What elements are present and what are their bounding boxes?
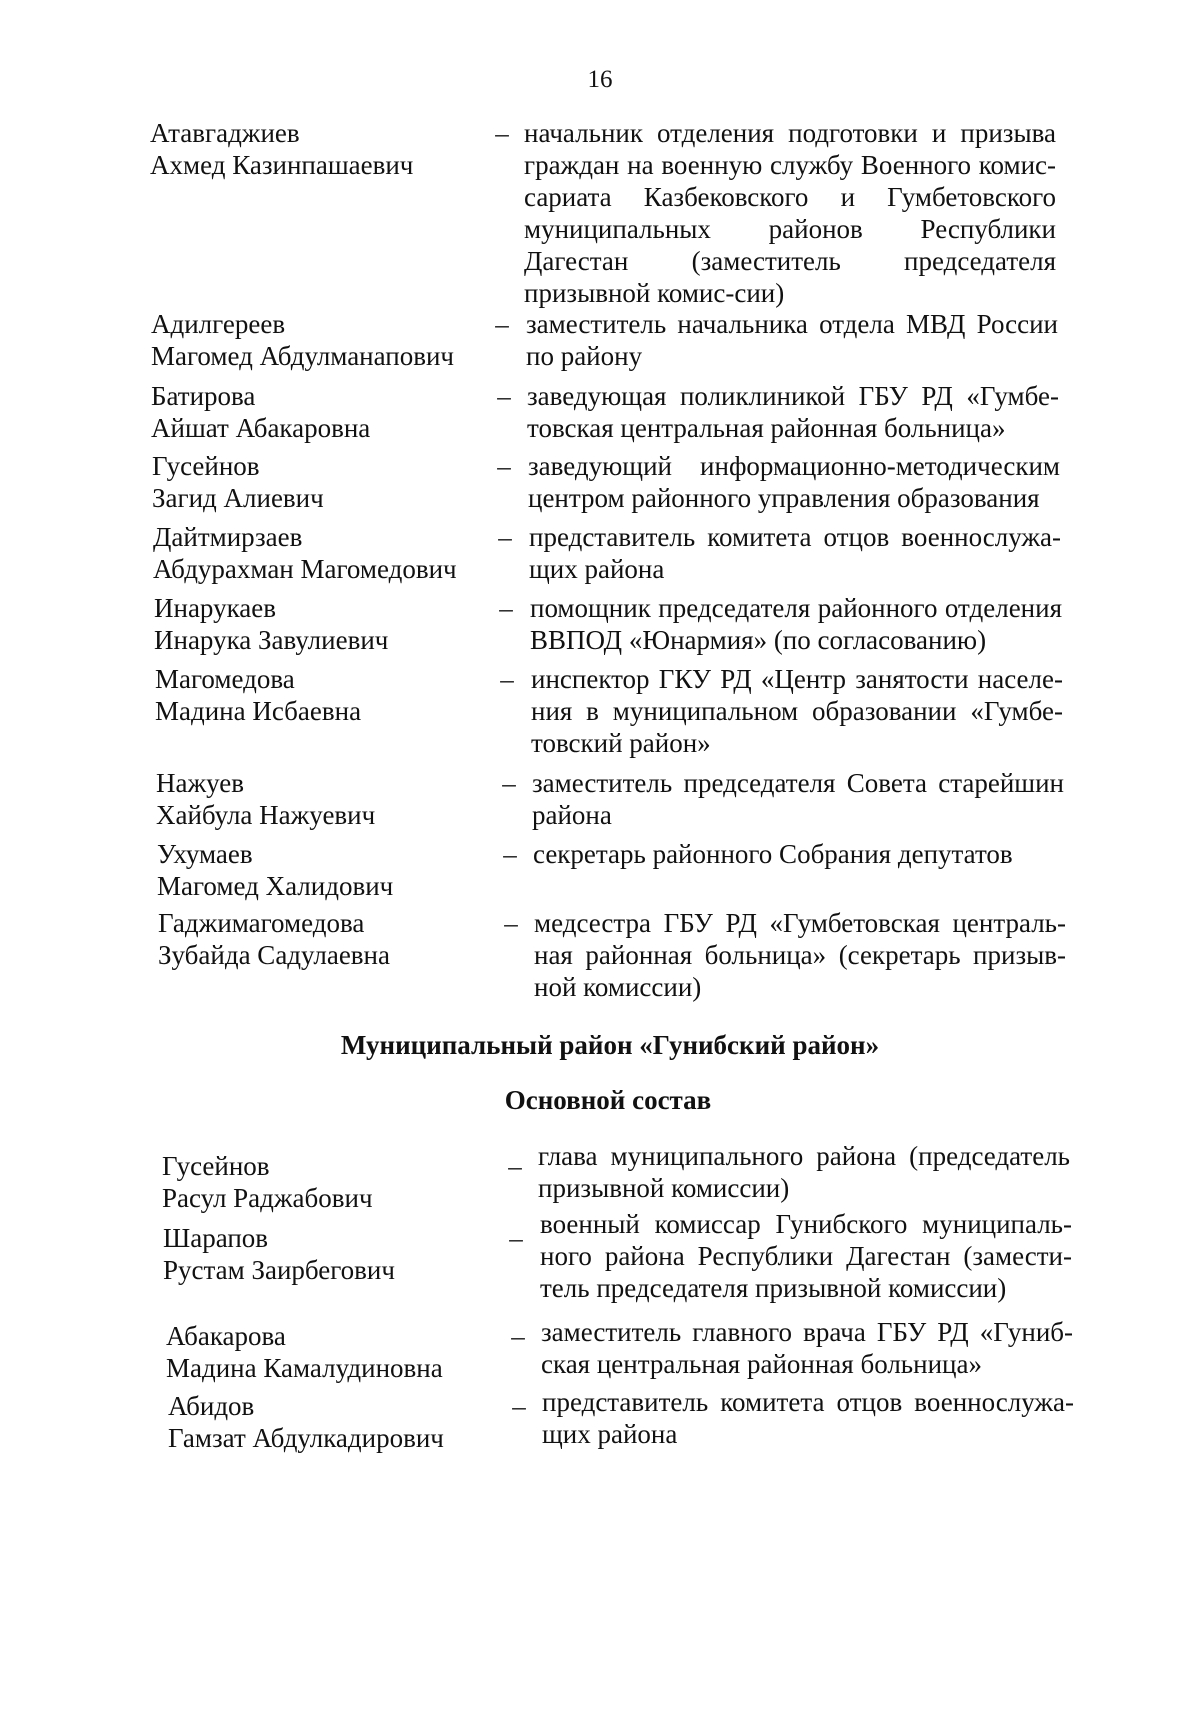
member-surname: Гусейнов bbox=[162, 1151, 270, 1181]
member-name bbox=[155, 663, 535, 727]
district-heading: Муниципальный район «Гунибский район» bbox=[340, 1030, 880, 1060]
member-role: заместитель главного врача ГБУ РД «Гуниб-ская центральная районная больница» bbox=[541, 1317, 1073, 1379]
dash: – bbox=[500, 664, 514, 694]
member-given-name: Абдурахман Магомедович bbox=[153, 554, 457, 584]
member-role: инспектор ГКУ РД «Центр занятости населе-ния в муниципальном образовании «Гумбе-товский район» bbox=[531, 664, 1063, 758]
dash: – bbox=[499, 593, 513, 623]
member-surname: Дайтмирзаев bbox=[153, 522, 303, 552]
member-surname: Магомедова bbox=[155, 664, 295, 694]
dash: – bbox=[502, 768, 516, 798]
member-surname: Гусейнов bbox=[152, 451, 260, 481]
member-role: заведующая поликлиникой ГБУ РД «Гумбе-товская центральная районная больница» bbox=[527, 381, 1059, 443]
member-given-name: Айшат Абакаровна bbox=[151, 413, 371, 443]
member-role: заведующий информационно-методическим центром районного управления образования bbox=[528, 451, 1060, 513]
member-given-name: Инарука Завулиевич bbox=[154, 625, 389, 655]
composition-heading: Основной состав bbox=[504, 1085, 712, 1115]
member-surname: Шарапов bbox=[163, 1223, 269, 1253]
member-name bbox=[153, 521, 533, 585]
member-surname: Гаджимагомедова bbox=[158, 908, 365, 938]
member-name bbox=[162, 1150, 542, 1214]
member-name bbox=[157, 838, 537, 902]
member-surname: Инарукаев bbox=[154, 593, 277, 623]
member-name bbox=[154, 592, 534, 656]
dash: – bbox=[508, 1151, 522, 1181]
member-surname: Абакарова bbox=[166, 1321, 286, 1351]
member-role: медсестра ГБУ РД «Гумбетовская централь-ная районная больница» (секретарь призыв-ной комиссии) bbox=[534, 908, 1066, 1002]
member-surname: Атавгаджиев bbox=[150, 118, 300, 148]
member-given-name: Загид Алиевич bbox=[152, 483, 324, 513]
dash: – bbox=[503, 839, 517, 869]
member-given-name: Расул Раджабович bbox=[162, 1183, 373, 1213]
member-role: глава муниципального района (председатель призывной комиссии) bbox=[538, 1141, 1070, 1203]
member-name bbox=[151, 308, 531, 372]
member-surname: Нажуев bbox=[156, 768, 245, 798]
member-name bbox=[152, 450, 532, 514]
member-name bbox=[156, 767, 536, 831]
member-name bbox=[158, 907, 538, 971]
member-name bbox=[166, 1320, 546, 1384]
member-given-name: Хайбула Нажуевич bbox=[156, 800, 376, 830]
member-name bbox=[163, 1222, 543, 1286]
member-given-name: Магомед Абдулманапович bbox=[151, 341, 454, 371]
member-given-name: Рустам Заирбегович bbox=[163, 1255, 395, 1285]
member-given-name: Мадина Камалудиновна bbox=[166, 1353, 443, 1383]
dash: – bbox=[504, 908, 518, 938]
member-role: начальник отделения подготовки и призыва граждан на военную службу Военного комис-сариата Казбековского и Гумбетовского муниципальных районов Республики Дагестан (заместитель председателя призывной комис-сии) bbox=[524, 118, 1056, 308]
member-given-name: Ахмед Казинпашаевич bbox=[150, 150, 414, 180]
member-role: представитель комитета отцов военнослужа-щих района bbox=[542, 1387, 1074, 1449]
dash: – bbox=[497, 381, 511, 411]
member-surname: Абидов bbox=[168, 1391, 255, 1421]
member-given-name: Магомед Халидович bbox=[157, 871, 394, 901]
member-given-name: Зубайда Садулаевна bbox=[158, 940, 390, 970]
dash: – bbox=[512, 1391, 526, 1421]
member-role: секретарь районного Собрания депутатов bbox=[533, 839, 1013, 869]
member-role: представитель комитета отцов военнослужа-щих района bbox=[529, 522, 1061, 584]
dash: – bbox=[495, 309, 509, 339]
member-surname: Адилгереев bbox=[151, 309, 286, 339]
member-role: военный комиссар Гунибского муниципаль-ного района Республики Дагестан (замести-тель председателя призывной комиссии) bbox=[540, 1209, 1072, 1303]
member-surname: Ухумаев bbox=[157, 839, 253, 869]
member-name bbox=[150, 117, 530, 181]
member-given-name: Мадина Исбаевна bbox=[155, 696, 362, 726]
dash: – bbox=[495, 118, 509, 148]
dash: – bbox=[498, 522, 512, 552]
dash: – bbox=[509, 1223, 523, 1253]
member-surname: Батирова bbox=[151, 381, 256, 411]
dash: – bbox=[511, 1321, 525, 1351]
member-given-name: Гамзат Абдулкадирович bbox=[168, 1423, 444, 1453]
member-role: помощник председателя районного отделения ВВПОД «Юнармия» (по согласованию) bbox=[530, 593, 1062, 655]
member-role: заместитель председателя Совета старейшин района bbox=[532, 768, 1064, 830]
page-number: 16 bbox=[587, 66, 613, 93]
member-role: заместитель начальника отдела МВД России по району bbox=[526, 309, 1058, 371]
dash: – bbox=[497, 451, 511, 481]
member-name bbox=[168, 1390, 548, 1454]
member-name bbox=[151, 380, 531, 444]
